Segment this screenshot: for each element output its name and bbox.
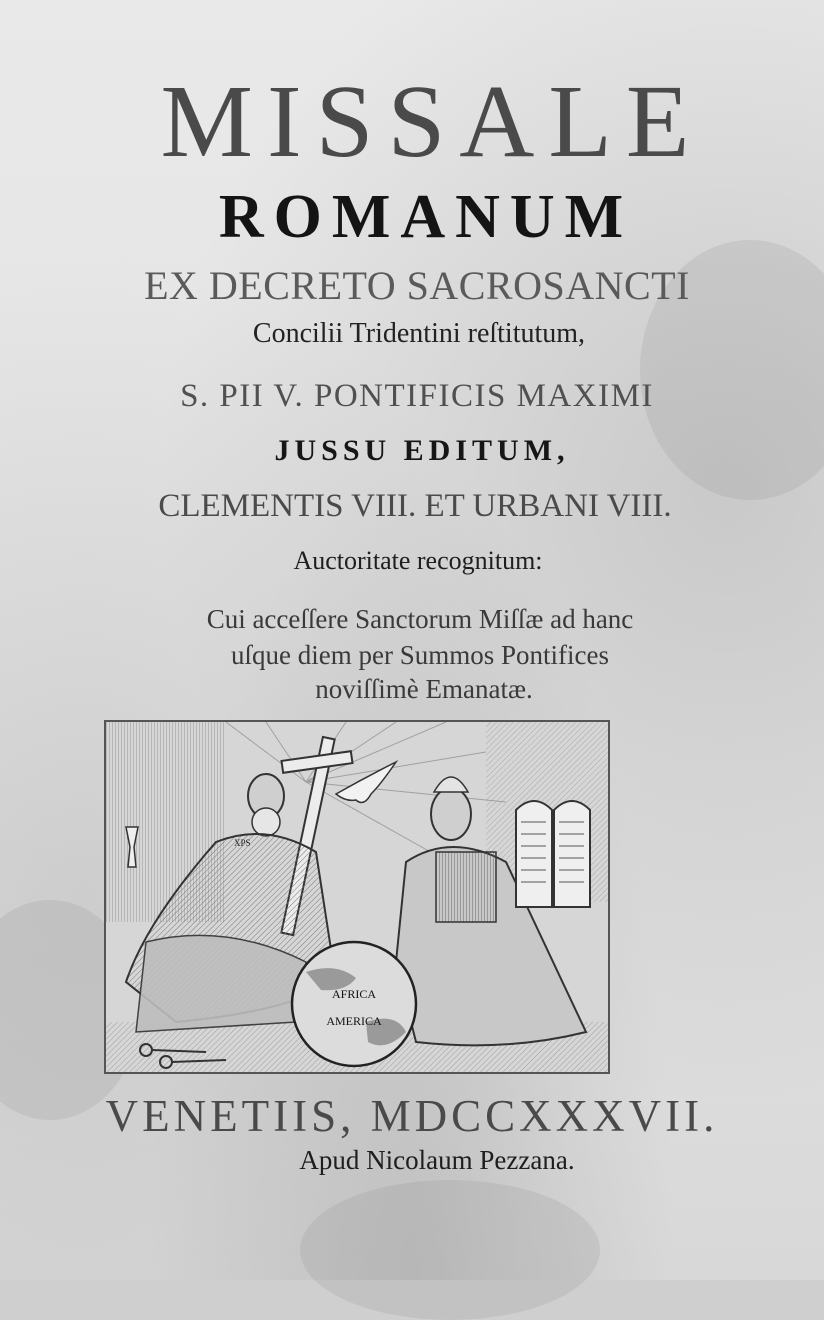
water-stain	[300, 1180, 600, 1320]
subtitle-jussu-editum: JUSSU EDITUM,	[274, 434, 570, 467]
subtitle-clementis: CLEMENTIS VIII. ET URBANI VIII.	[158, 488, 672, 524]
description-line-3: noviſſimè Emanatæ.	[315, 674, 533, 704]
subtitle-concilii: Concilii Tridentini reſtitutum,	[252, 318, 586, 349]
globe-label-africa: AFRICA	[331, 987, 377, 1001]
engraving-illustration	[106, 722, 608, 1072]
subtitle-pii-v: S. PII V. PONTIFICIS MAXIMI	[180, 378, 654, 414]
globe-label-america: AMERICA	[326, 1014, 382, 1028]
imprint-place-date: VENETIIS, MDCCXXXVII.	[105, 1091, 719, 1141]
subtitle-ex-decreto: EX DECRETO SACROSANCTI	[144, 263, 690, 308]
globe	[292, 942, 416, 1066]
subtitle-auctoritate: Auctoritate recognitum:	[293, 546, 543, 575]
tablets	[516, 801, 590, 907]
description-line-1: Cui acceſſere Sanctorum Miſſæ ad hanc	[206, 604, 634, 634]
title-missale: MISSALE	[160, 64, 704, 179]
imprint-printer: Apud Nicolaum Pezzana.	[299, 1145, 575, 1175]
frontispiece-engraving	[104, 720, 610, 1074]
title-romanum: ROMANUM	[218, 183, 634, 251]
description-line-2: uſque diem per Summos Pontifices	[231, 640, 609, 670]
banner-text: XPS	[234, 838, 251, 848]
